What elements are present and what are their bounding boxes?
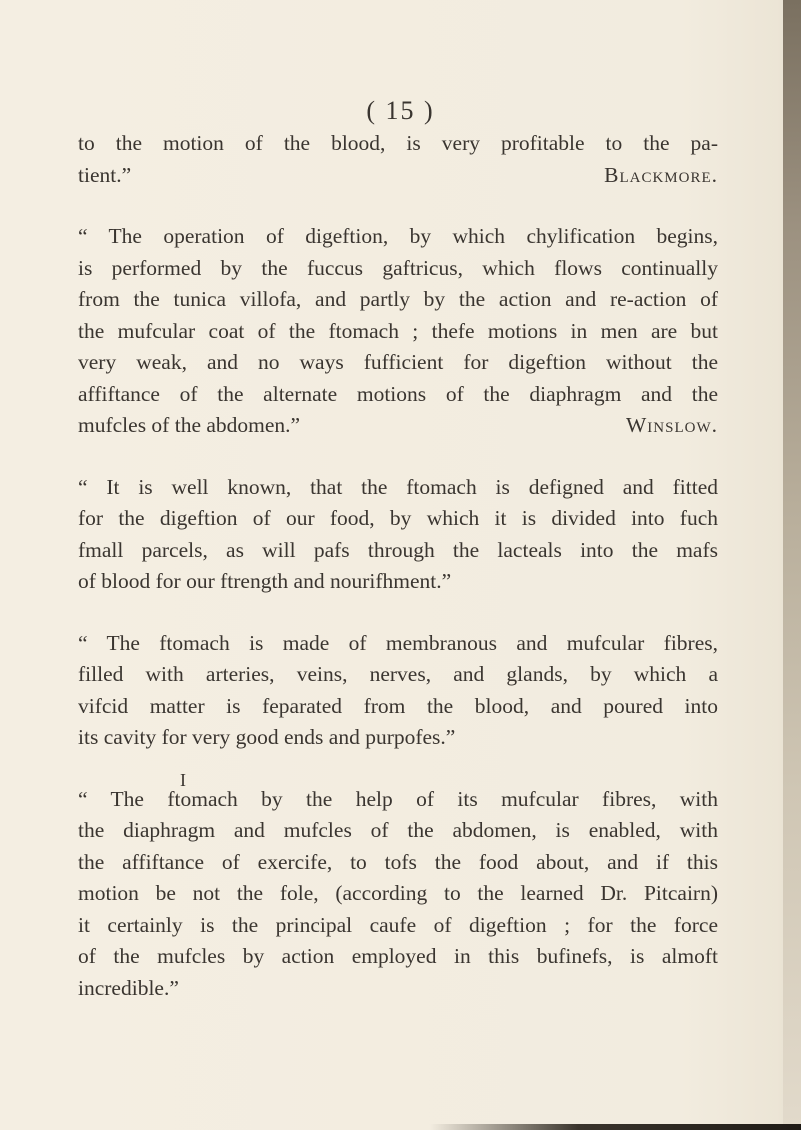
page-number: ( 15 ) — [366, 96, 435, 125]
text-line: to the motion of the blood, is very profitable to the pa- — [78, 131, 718, 155]
paragraph — [78, 628, 718, 754]
text-line: filled with arteries, veins, nerves, and glands, by which a — [78, 662, 718, 686]
text-line: from the tunica villofa, and partly by the action and re-action of — [78, 287, 718, 311]
text-line: vifcid matter is feparated from the blood, and poured into — [78, 693, 718, 718]
text-line-content: tient.” — [78, 162, 132, 187]
text-line: motion be not the fole, (according to the learned Dr. Pitcairn) — [78, 881, 718, 905]
text-line-content: incredible.” — [78, 975, 179, 1000]
text-line: affiftance of the alternate motions of the diaphragm and the — [78, 381, 718, 406]
page-edge — [783, 0, 801, 1130]
text-line: “ It is well known, that the ftomach is defigned and fitted — [78, 474, 718, 499]
paragraph — [78, 221, 718, 442]
text-line: “ The ftomach is made of membranous and mufcular fibres, — [78, 630, 718, 655]
paragraph — [78, 128, 718, 191]
text-line: fmall parcels, as will pafs through the lacteals into the mafs — [78, 537, 718, 562]
attribution: Winslow. — [626, 413, 718, 437]
text-line: the affiftance of exercife, to tofs the food about, and if this — [78, 849, 718, 874]
text-line — [78, 973, 718, 1005]
text-line: for the digeftion of our food, by which it is divided into fuch — [78, 506, 718, 530]
paragraph — [78, 784, 718, 1005]
text-line — [78, 722, 718, 754]
text-line — [78, 160, 718, 192]
text-line: very weak, and no ways fufficient for digeftion without the — [78, 350, 718, 374]
page-bottom-shadow — [430, 1124, 801, 1130]
text-line: is performed by the fuccus gaftricus, which flows continually — [78, 255, 718, 280]
text-line-content: mufcles of the abdomen.” — [78, 413, 301, 437]
text-line: “ The ftomach by the help of its mufcular fibres, with — [78, 786, 718, 811]
text-line — [78, 566, 718, 598]
text-line-content: its cavity for very good ends and purpofes.” — [78, 725, 456, 749]
text-line: of the mufcles by action employed in this bufinefs, is almoft — [78, 944, 718, 968]
text-line: the mufcular coat of the ftomach ; thefe motions in men are but — [78, 318, 718, 343]
text-line — [78, 410, 718, 442]
body-text — [78, 128, 718, 1004]
catchword: I — [180, 770, 186, 790]
text-line-content: of blood for our ftrength and nourifhment.” — [78, 569, 452, 593]
paragraph — [78, 472, 718, 598]
text-line: “ The operation of digeftion, by which chylification begins, — [78, 224, 718, 248]
text-line: the diaphragm and mufcles of the abdomen, is enabled, with — [78, 818, 718, 842]
attribution: Blackmore. — [604, 162, 718, 187]
text-line: it certainly is the principal caufe of digeftion ; for the force — [78, 912, 718, 937]
